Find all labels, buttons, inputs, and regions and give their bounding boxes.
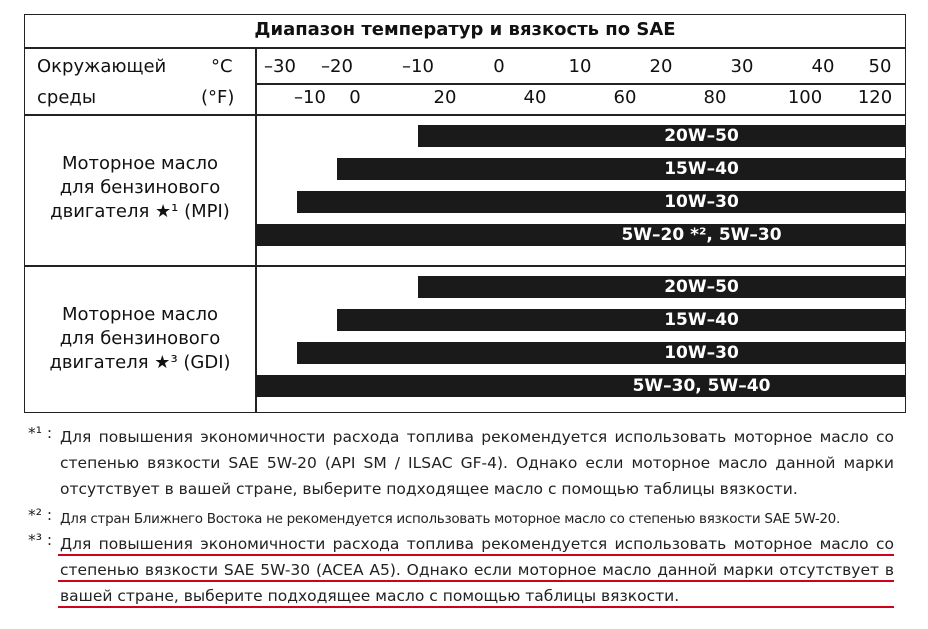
viscosity-bar xyxy=(297,191,906,213)
engine-label-line: двигателя ★³ (GDI) xyxy=(49,352,231,373)
celsius-tick: 50 xyxy=(868,56,892,77)
engine-label-line: для бензинового xyxy=(59,328,221,349)
fahrenheit-tick: 100 xyxy=(787,87,823,108)
divider xyxy=(25,265,905,267)
fahrenheit-tick: 0 xyxy=(349,87,361,108)
viscosity-bar xyxy=(418,125,905,147)
celsius-tick: –30 xyxy=(264,56,296,77)
ambient-label: Окружающей xyxy=(37,56,167,77)
viscosity-grade-label: 20W–50 xyxy=(664,126,739,146)
viscosity-grade-label: 20W–50 xyxy=(664,277,739,297)
divider xyxy=(25,114,905,116)
engine-label-gdi xyxy=(25,303,255,375)
celsius-tick: –10 xyxy=(402,56,434,77)
table-title: Диапазон температур и вязкость по SAE xyxy=(254,19,676,40)
fahrenheit-tick: 40 xyxy=(523,87,547,108)
footnote-text: Для повышения экономичности расхода топлива рекомендуется использовать моторное масло со степенью вязкости SAE 5W-30 (ACEA A5). Однако если моторное масло данной марки отсутствует в вашей стране, выберите подходящее масло с помощью таблицы вязкости. xyxy=(60,535,894,605)
celsius-tick: –20 xyxy=(321,56,353,77)
divider xyxy=(255,83,905,85)
viscosity-grade-label: 10W–30 xyxy=(664,343,739,363)
unit-celsius: °C xyxy=(211,56,233,77)
fahrenheit-tick: 60 xyxy=(613,87,637,108)
fahrenheit-tick: 120 xyxy=(857,87,893,108)
viscosity-table xyxy=(24,14,906,413)
viscosity-bar xyxy=(256,375,905,397)
celsius-tick: 20 xyxy=(649,56,673,77)
engine-label-line: двигателя ★¹ (MPI) xyxy=(50,201,230,222)
divider xyxy=(25,47,905,49)
viscosity-bar xyxy=(337,309,905,331)
engine-label-line: Моторное масло xyxy=(61,304,219,325)
viscosity-bar xyxy=(337,158,905,180)
viscosity-bar xyxy=(256,224,905,246)
viscosity-grade-label: 15W–40 xyxy=(664,310,739,330)
viscosity-grade-label: 10W–30 xyxy=(664,192,739,212)
viscosity-bar xyxy=(297,342,906,364)
engine-label-line: для бензинового xyxy=(59,177,221,198)
viscosity-grade-label: 5W–30, 5W–40 xyxy=(632,376,771,396)
engine-label-line: Моторное масло xyxy=(61,153,219,174)
fahrenheit-tick: –10 xyxy=(294,87,326,108)
viscosity-grade-label: 15W–40 xyxy=(664,159,739,179)
highlight-underline xyxy=(58,606,894,608)
highlight-underline xyxy=(58,554,894,556)
footnote-text: Для повышения экономичности расхода топлива рекомендуется использовать моторное масло со степенью вязкости SAE 5W-20 (API SM / ILSAC GF-4). Однако если моторное масло данной марки отсутствует в вашей стране, выберите подходящее масло с помощью таблицы вязкости. xyxy=(60,428,894,498)
footnote-mark: *² : xyxy=(28,506,53,524)
celsius-tick: 30 xyxy=(730,56,754,77)
highlight-underline xyxy=(58,580,894,582)
footnote-text: Для стран Ближнего Востока не рекомендуется использовать моторное масло со степенью вязкости SAE 5W-20. xyxy=(60,511,840,527)
celsius-tick: 10 xyxy=(568,56,592,77)
footnote-mark: *³ : xyxy=(28,531,53,549)
ambient-label: среды xyxy=(37,87,97,108)
engine-label-mpi xyxy=(25,152,255,224)
celsius-tick: 0 xyxy=(493,56,505,77)
fahrenheit-tick: 80 xyxy=(703,87,727,108)
footnote-mark: *¹ : xyxy=(28,424,53,442)
viscosity-bar xyxy=(418,276,905,298)
viscosity-grade-label: 5W–20 *², 5W–30 xyxy=(621,225,782,245)
celsius-tick: 40 xyxy=(811,56,835,77)
unit-fahrenheit: (°F) xyxy=(201,87,235,108)
fahrenheit-tick: 20 xyxy=(433,87,457,108)
